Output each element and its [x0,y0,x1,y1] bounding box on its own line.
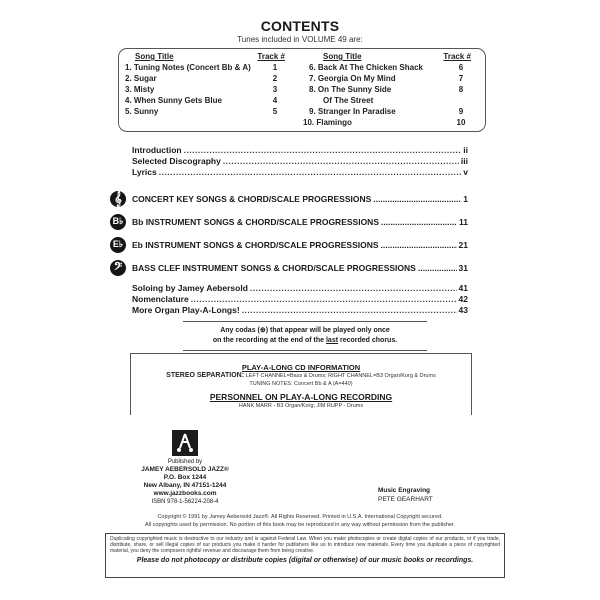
toc-page: 43 [458,305,468,315]
copyright-line-1: Copyright © 1991 by Jamey Aebersold Jazz®. All Rights Reserved. Printed in U.S.A. International Copyright secured. [157,514,443,520]
section-entry [110,233,468,256]
tune-title: 7. Georgia On My Mind [309,74,396,83]
leader-dots [381,217,457,227]
front-matter-list [132,145,468,178]
leader-dots [191,294,457,305]
tune-row [125,95,285,106]
stereo-label: STEREO SEPARATION: [166,372,245,379]
coda-emphasis: last [325,337,339,344]
track-header: Track # [257,52,285,61]
tune-row [303,84,471,95]
tune-row [125,84,285,95]
published-by: Published by [167,459,203,465]
stereo-text: LEFT CHANNEL=Bass & Drums; RIGHT CHANNEL=B3 Organ/Korg & Drums [245,373,436,379]
personnel-heading: PERSONNEL ON PLAY-A-LONG RECORDING [209,392,393,402]
leader-dots [373,194,461,204]
toc-label: More Organ Play-A-Longs! [132,305,240,315]
piracy-warning-box [105,533,505,578]
publisher-name: JAMEY AEBERSOLD JAZZ® [141,466,229,473]
tunes-header [125,52,285,62]
section-label: CONCERT KEY SONGS & CHORD/SCALE PROGRESSIONS [132,193,372,204]
jazz-logo-icon [174,432,196,454]
e-flat-icon: E♭ [110,237,126,253]
bass-clef-icon: 𝄢 [110,260,126,276]
toc-entry [132,156,468,167]
toc-entry [132,145,468,156]
tune-track: 3 [272,85,278,94]
section-label: Eb INSTRUMENT SONGS & CHORD/SCALE PROGRESSIONS [132,239,379,250]
section-label: BASS CLEF INSTRUMENT SONGS & CHORD/SCALE PROGRESSIONS [132,262,416,273]
tune-title: 5. Sunny [125,107,159,116]
section-label: Bb INSTRUMENT SONGS & CHORD/SCALE PROGRESSIONS [132,216,379,227]
tune-row-continued [303,95,471,106]
tune-row [303,73,471,84]
page-subtitle: Tunes included in VOLUME 49 are: [237,35,363,44]
tune-track [451,95,471,106]
track-header: Track # [443,52,471,61]
leader-dots [223,156,459,167]
warning-text: Duplicating copyrighted music is destructive to our industry and is against Federal Law. When you make photocopies or create digital copies of our products, or if you trade, distribute, share, or sell illegal copies of our products you make it harder for publishers like us to introduce new materials. Every time you duplicate a piece of copyrighted material, you deny the composers rightful revenue and discourage them from being creative. [110,536,500,555]
tuning-notes: TUNING NOTES: Concert Bb & A (A=440) [249,381,353,387]
engraving-label: Music Engraving [378,487,431,494]
stereo-separation [131,372,471,380]
cd-info-heading: PLAY-A-LONG CD INFORMATION [241,363,361,372]
leader-dots [242,305,457,316]
publisher-po-box: P.O. Box 1244 [163,474,207,481]
tunes-box [118,48,486,132]
treble-clef-icon: 𝄞 [110,191,126,207]
tune-row [125,73,285,84]
tune-title: 3. Misty [125,85,155,94]
toc-label: Selected Discography [132,156,221,166]
coda-line-2 [183,336,427,346]
toc-entry [132,167,468,178]
tune-title: Of The Street [323,96,374,105]
section-page: 31 [458,262,468,273]
leader-dots [159,167,462,178]
section-page: 1 [463,193,468,204]
tune-title: 10. Flamingo [303,118,352,127]
section-entry [110,210,468,233]
tunes-column-left [125,52,285,117]
tune-track: 2 [272,74,278,83]
isbn: ISBN 978-1-56224-208-4 [151,499,219,505]
tune-row [125,106,285,117]
tune-track: 6 [458,63,464,72]
copyright-line-2: All copyrights used by permission. No portion of this book may be reproduced in any way without permission from the publisher. [145,522,455,528]
section-page: 21 [458,239,468,250]
section-entry [110,187,468,210]
leader-dots [418,263,457,273]
copyright [0,513,600,529]
tune-track: 7 [458,74,464,83]
tune-row [303,117,471,128]
tune-row [125,62,285,73]
section-entry [110,256,468,279]
toc-page: v [463,167,468,177]
tune-track: 1 [272,63,278,72]
tunes-header [303,52,471,62]
toc-label: Introduction [132,145,182,155]
tune-title: 8. On The Sunny Side [309,85,392,94]
publisher-logo [172,430,198,456]
music-engraving [378,487,433,504]
toc-entry [132,283,468,294]
tune-track: 5 [272,107,278,116]
tune-title: 4. When Sunny Gets Blue [125,96,222,105]
publisher-city: New Albany, IN 47151-1244 [143,482,227,489]
publisher-website: www.jazzbooks.com [153,490,217,497]
tune-title: 6. Back At The Chicken Shack [309,63,423,72]
b-flat-icon: B♭ [110,214,126,230]
toc-entry [132,294,468,305]
personnel: HANK MARR - B3 Organ/Korg; JIM RUPP - Drums [238,403,364,409]
toc-label: Nomenclature [132,294,189,304]
tune-track: 10 [456,118,466,127]
engraver-name: PETE GEARHART [378,495,433,503]
coda-text: on the recording at the end of the [212,337,326,344]
page-title: CONTENTS [260,18,340,34]
tune-row [303,106,471,117]
section-page: 11 [459,216,468,227]
tune-track: 8 [458,85,464,94]
toc-entry [132,305,468,316]
tune-title: 9. Stranger In Paradise [309,107,396,116]
toc-page: iii [460,156,468,166]
publisher-info [110,458,260,506]
cd-info-box [130,353,472,415]
back-matter-list [132,283,468,316]
tune-title: 1. Tuning Notes (Concert Bb & A) [125,63,251,72]
leader-dots [250,283,457,294]
coda-text: recorded chorus. [338,337,398,344]
tune-track: 9 [458,107,464,116]
song-title-header: Song Title [135,52,174,61]
coda-note [183,321,427,351]
tune-title: 2. Sugar [125,74,157,83]
sections-list [110,187,468,279]
warning-emphasis: Please do not photocopy or distribute copies (digital or otherwise) of our music books or recordings. [136,556,474,564]
leader-dots [381,240,457,250]
leader-dots [184,145,462,156]
toc-page: ii [463,145,468,155]
coda-line-1: Any codas (⊕) that appear will be played only once [220,327,390,334]
song-title-header: Song Title [323,52,362,61]
toc-page: 42 [458,294,468,304]
toc-label: Soloing by Jamey Aebersold [132,283,248,293]
tune-row [303,62,471,73]
tunes-column-right [303,52,471,128]
toc-label: Lyrics [132,167,157,177]
toc-page: 41 [458,283,468,293]
tune-track: 4 [272,96,278,105]
